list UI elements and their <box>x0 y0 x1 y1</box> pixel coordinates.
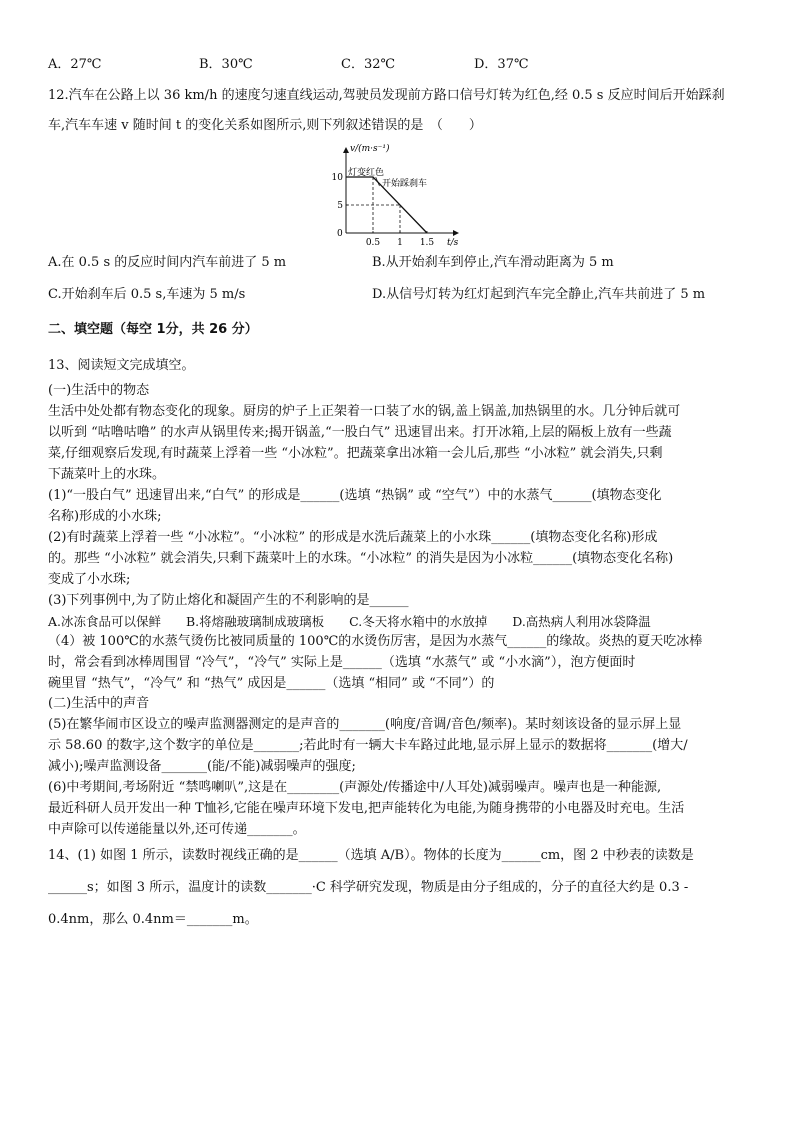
q13-sub4-line2: 时，常会看到冰棒周围冒 “冷气”，“冷气” 实际上是______（选填 “水蒸气” 或 “小水滴”），泡方便面时 <box>48 655 636 670</box>
q14-line1: 14、(1) 如图 1 所示，读数时视线正确的是______（选填 A/B）。物体的长度为______cm，图 2 中秒表的读数是 <box>48 848 694 863</box>
q12-option-a: A.在 0.5 s 的反应时间内汽车前进了 5 m <box>48 255 287 270</box>
x-tick-label-1.5: 1.5 <box>419 238 435 248</box>
q13-passage-line3: 菜,仔细观察后发现,有时蔬菜上浮着一些 “小冰粒”。把蔬菜拿出冰箱一会儿后,那些 “小冰粒” 就会消失,只剩 <box>48 446 663 461</box>
origin-label: 0 <box>337 229 343 239</box>
q13-sub6-line1: (6)中考期间,考场附近 “禁鸣喇叭”,这是在________(声源处/传播途中/人耳处)减弱噪声。噪声也是一种能源, <box>48 780 662 795</box>
q13-sub1-line1: (1)“一股白气” 迅速冒出来,“白气” 的形成是______(选填 “热锅” 或 “空气”）中的水蒸气______(填物态变化 <box>48 488 662 503</box>
q13-sub2-line1: (2)有时蔬菜上浮着一些 “小冰粒”。“小冰粒” 的形成是水洗后蔬菜上的小水珠______(填物态变化名称)形成 <box>48 530 658 545</box>
q13-intro: 13、阅读短文完成填空。 <box>48 358 195 373</box>
q13-sub2-line3: 变成了小水珠; <box>48 572 131 587</box>
q11-option-c: C．32℃ <box>341 57 396 72</box>
x-tick-label-0.5: 0.5 <box>365 238 381 248</box>
x-axis-label: t/s <box>447 238 459 248</box>
y-tick-label-10: 10 <box>331 173 343 183</box>
q13-sub2-line2: 的。那些 “小冰粒” 就会消失,只剩下蔬菜叶上的水珠。“小冰粒” 的消失是因为小冰粒______(填物态变化名称) <box>48 551 674 566</box>
q13-sub3-options: A.冰冻食品可以保鲜 B.将熔融玻璃制成玻璃板 C.冬天将水箱中的水放掉 D.高热病人利用冰袋降温 <box>48 614 651 629</box>
q13-sub5-line1: (5)在繁华闹市区设立的噪声监测器测定的是声音的_______(响度/音调/音色/频率)。某时刻该设备的显示屏上显 <box>48 717 682 732</box>
q12-option-c: C.开始刹车后 0.5 s,车速为 5 m/s <box>48 287 246 302</box>
q13-sub3: (3)下列事例中,为了防止熔化和凝固产生的不利影响的是______ <box>48 593 409 608</box>
velocity-time-graph <box>326 142 466 250</box>
annotation-leader <box>376 177 380 186</box>
x-tick-label-1: 1 <box>397 238 403 248</box>
q11-option-b: B．30℃ <box>199 57 253 72</box>
y-tick-label-5: 5 <box>337 201 343 211</box>
q12-stem-line1: 12.汽车在公路上以 36 km/h 的速度匀速直线运动,驾驶员发现前方路口信号灯转为红色,经 0.5 s 反应时间后开始踩刹 <box>48 88 725 103</box>
q11-option-d: D．37℃ <box>474 57 529 72</box>
q13-sub4-line3: 碗里冒 “热气”，“冷气” 和 “热气” 成因是______（选填 “相同” 或 “不同”）的 <box>48 676 495 691</box>
q11-option-a: A．27℃ <box>48 57 102 72</box>
q14-line2: ______s；如图 3 所示，温度计的读数_______·C 科学研究发现，物质是由分子组成的，分子的直径大约是 0.3 - <box>48 880 689 895</box>
q12-stem-line2: 车,汽车车速 v 随时间 t 的变化关系如图所示,则下列叙述错误的是 （ ） <box>48 118 482 133</box>
q12-option-d: D.从信号灯转为红灯起到汽车完全静止,汽车共前进了 5 m <box>372 287 706 302</box>
q13-part2-title: (二)生活中的声音 <box>48 696 150 711</box>
y-axis-label: v/(m·s⁻¹) <box>350 144 390 154</box>
q14-line3: 0.4nm，那么 0.4nm＝_______m。 <box>48 912 258 927</box>
q13-sub5-line2: 示 58.60 的数字,这个数字的单位是_______;若此时有一辆大卡车路过此地,显示屏上显示的数据将_______(增大/ <box>48 738 688 753</box>
annotation-start-braking: 开始踩刹车 <box>382 179 428 189</box>
q13-sub6-line3: 中声除可以传递能量以外,还可传递_______。 <box>48 822 306 837</box>
q13-part1-title: (一)生活中的物态 <box>48 383 150 398</box>
q12-option-b: B.从开始刹车到停止,汽车滑动距离为 5 m <box>372 255 614 270</box>
q13-sub5-line3: 减小);噪声监测设备_______(能/不能)减弱噪声的强度; <box>48 759 356 774</box>
q13-sub4-line1: （4）被 100℃的水蒸气烫伤比被同质量的 100℃的水烫伤厉害，是因为水蒸气______的缘故。炎热的夏天吃冰棒 <box>48 634 703 649</box>
q13-passage-line2: 以听到 “咕噜咕噜” 的水声从锅里传来;揭开锅盖,“一股白气” 迅速冒出来。打开冰箱,上层的隔板上放有一些蔬 <box>48 425 672 440</box>
section-two-title: 二、填空题（每空 1分，共 26 分） <box>48 322 258 337</box>
q13-passage-line1: 生活中处处都有物态变化的现象。厨房的炉子上正架着一口装了水的锅,盖上锅盖,加热锅里的水。几分钟后就可 <box>48 404 681 419</box>
annotation-light-red: 灯变红色 <box>348 168 385 178</box>
q13-sub6-line2: 最近科研人员开发出一种 T恤衫,它能在噪声环境下发电,把声能转化为电能,为随身携带的小电器及时充电。生活 <box>48 801 685 816</box>
q13-sub1-line2: 名称)形成的小水珠; <box>48 509 162 524</box>
q13-passage-line4: 下蔬菜叶上的水珠。 <box>48 467 166 482</box>
